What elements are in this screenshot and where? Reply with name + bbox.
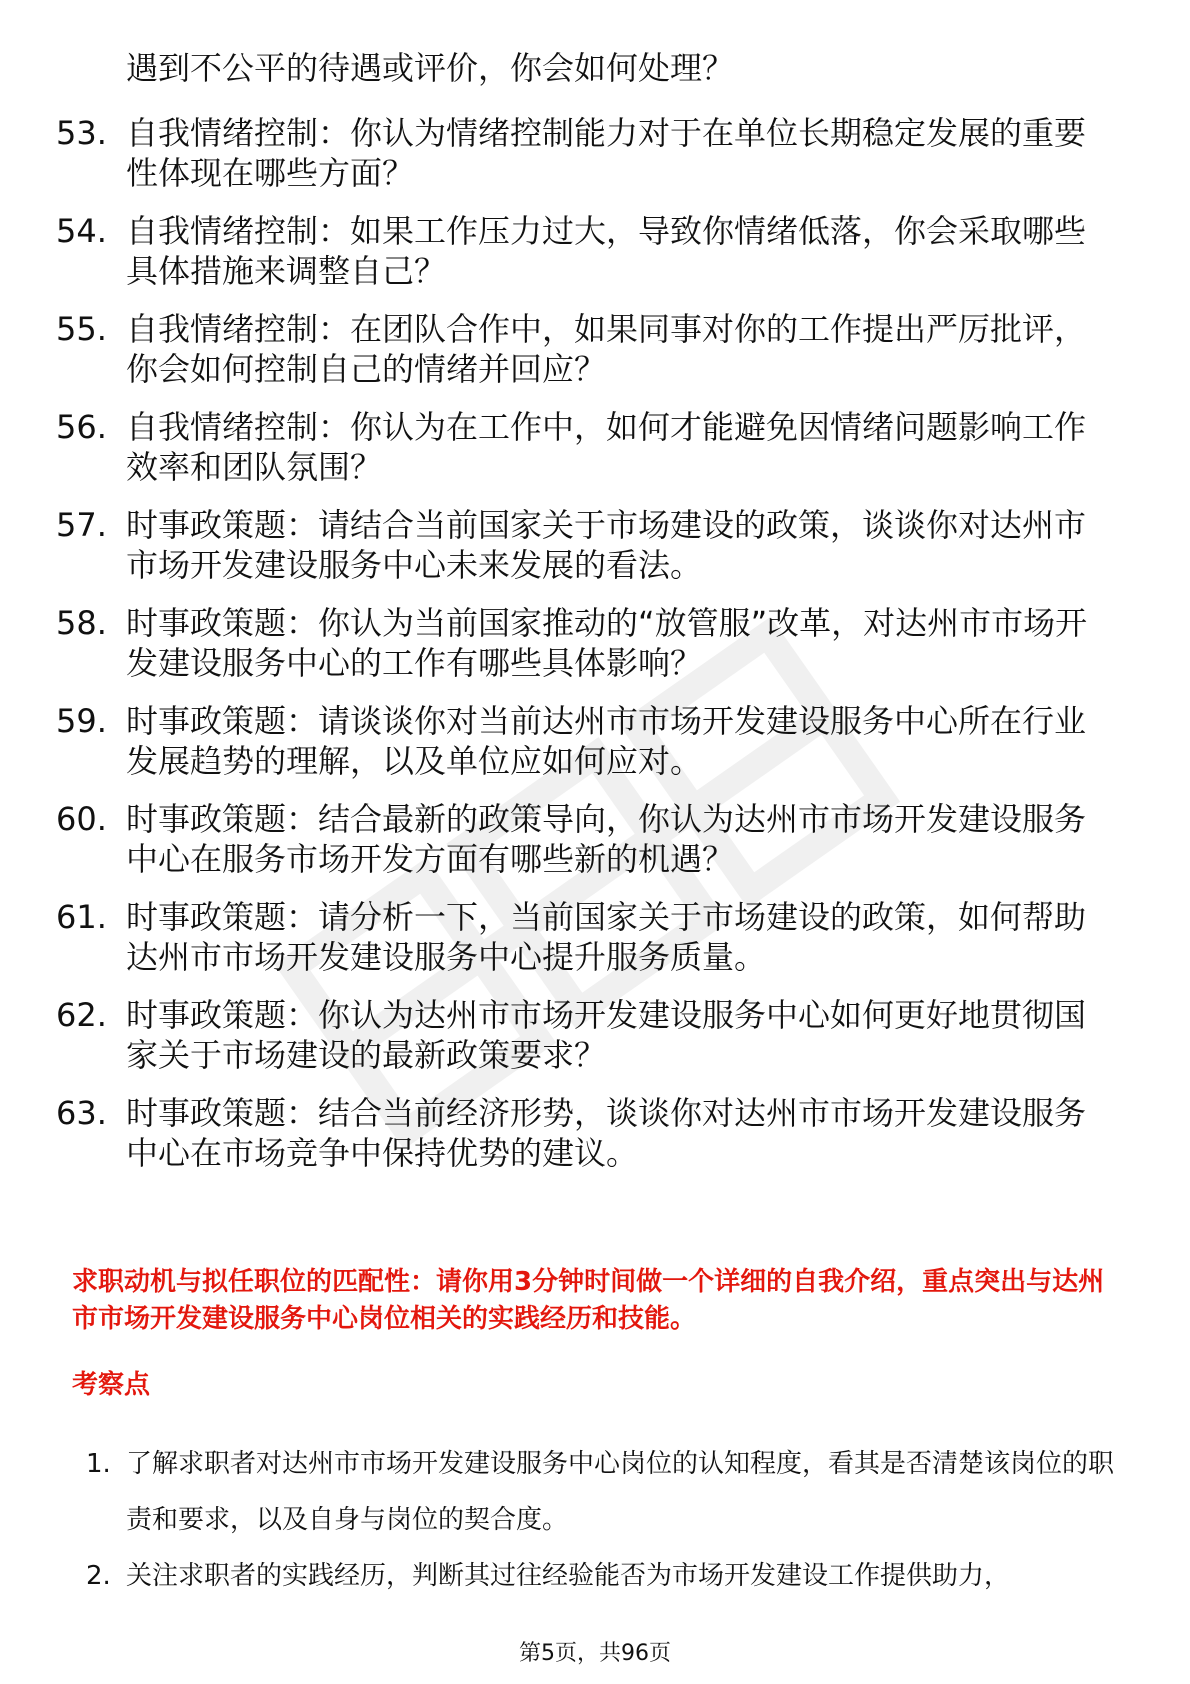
point-text: 关注求职者的实践经历，判断其过往经验能否为市场开发建设工作提供助力， [126,1561,1011,1591]
question-text: 时事政策题：结合最新的政策导向，你认为达州市市场开发建设服务中心在服务市场开发方面有哪些新的机遇？ [126,800,1087,878]
assessment-points-list [86,1436,1116,1604]
section-heading: 考察点 [72,1370,151,1400]
question-item [56,897,1116,977]
question-number: 55. [56,310,107,348]
question-text: 自我情绪控制：你认为在工作中，如何才能避免因情绪问题影响工作效率和团队氛围？ [126,408,1087,486]
highlighted-interview-prompt: 求职动机与拟任职位的匹配性：请你用3分钟时间做一个详细的自我介绍，重点突出与达州市市场开发建设服务中心岗位相关的实践经历和技能。 [72,1267,1105,1334]
question-number: 62. [56,996,107,1034]
question-text: 自我情绪控制：你认为情绪控制能力对于在单位长期稳定发展的重要性体现在哪些方面？ [126,114,1087,192]
question-text: 时事政策题：结合当前经济形势，谈谈你对达州市市场开发建设服务中心在市场竞争中保持优势的建议。 [126,1094,1087,1172]
question-list [56,113,1116,1191]
point-number: 2. [86,1561,111,1591]
question-number: 63. [56,1094,107,1132]
question-item [56,309,1116,389]
question-text: 自我情绪控制：在团队合作中，如果同事对你的工作提出严厉批评，你会如何控制自己的情绪并回应？ [126,310,1087,388]
assessment-point [86,1436,1116,1548]
page-footer: 第5页，共96页 [519,1641,671,1666]
question-item [56,407,1116,487]
question-number: 58. [56,604,107,642]
question-item [56,113,1116,193]
question-item [56,799,1116,879]
question-text: 时事政策题：你认为达州市市场开发建设服务中心如何更好地贯彻国家关于市场建设的最新政策要求？ [126,996,1087,1074]
question-item [56,211,1116,291]
question-text: 时事政策题：请分析一下，当前国家关于市场建设的政策，如何帮助达州市市场开发建设服务中心提升服务质量。 [126,898,1087,976]
question-item [56,701,1116,781]
question-item [56,995,1116,1075]
assessment-point [86,1548,1116,1604]
point-number: 1. [86,1449,111,1479]
question-text: 时事政策题：你认为当前国家推动的“放管服”改革，对达州市市场开发建设服务中心的工作有哪些具体影响？ [126,604,1088,682]
question-number: 53. [56,114,107,152]
continued-question-text: 遇到不公平的待遇或评价，你会如何处理？ [126,49,735,87]
question-number: 54. [56,212,107,250]
question-item [56,505,1116,585]
question-number: 61. [56,898,107,936]
question-text: 时事政策题：请结合当前国家关于市场建设的政策，谈谈你对达州市市场开发建设服务中心未来发展的看法。 [126,506,1087,584]
question-number: 57. [56,506,107,544]
question-number: 60. [56,800,107,838]
question-text: 自我情绪控制：如果工作压力过大，导致你情绪低落，你会采取哪些具体措施来调整自己？ [126,212,1087,290]
question-text: 时事政策题：请谈谈你对当前达州市市场开发建设服务中心所在行业发展趋势的理解，以及单位应如何应对。 [126,702,1087,780]
question-number: 59. [56,702,107,740]
question-item [56,1093,1116,1173]
question-item [56,603,1116,683]
question-number: 56. [56,408,107,446]
point-text: 了解求职者对达州市市场开发建设服务中心岗位的认知程度，看其是否清楚该岗位的职责和要求，以及自身与岗位的契合度。 [126,1449,1115,1535]
